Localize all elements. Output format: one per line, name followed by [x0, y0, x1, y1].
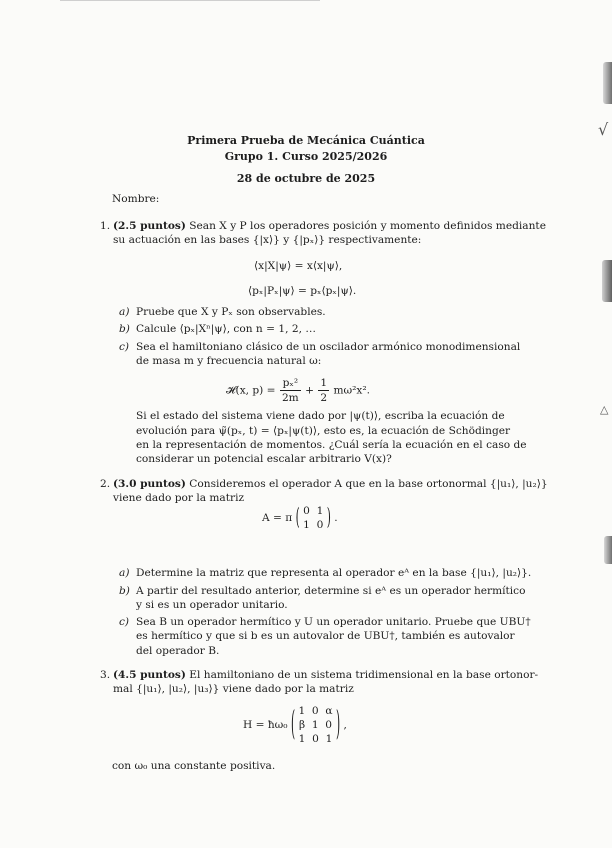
q1-c-label: c) — [119, 341, 130, 353]
q3-matrix — [243, 704, 347, 746]
scan-edge-mark-2 — [602, 260, 612, 302]
q1-intro-line1: Sean X y P los operadores posición y momento definidos mediante — [189, 220, 546, 232]
hamiltonian-plus: + — [305, 384, 314, 397]
q2-b-line2: y si es un operador unitario. — [136, 599, 288, 611]
q2-b-line1: A partir del resultado anterior, determine si eᴬ es un operador hermítico — [136, 585, 526, 597]
name-label: Nombre: — [112, 193, 160, 205]
q1-b-text: Calcule ⟨pₓ|Xⁿ|ψ⟩, con n = 1, 2, … — [136, 323, 316, 335]
hamiltonian-lhs: 𝓗(x, p) = — [226, 384, 276, 397]
q1-intro — [113, 219, 546, 234]
q3-intro-line1: El hamiltoniano de un sistema tridimensional en la base ortonor- — [189, 669, 539, 681]
q1-c-line4: evolución para ψ̃(pₓ, t) = ⟨pₓ|ψ(t)⟩, esto es, la ecuación de Schödinger — [136, 425, 511, 437]
q2-matrix-right-paren: ) — [326, 504, 331, 532]
q1-hamiltonian — [226, 376, 370, 405]
q1-eq2: ⟨pₓ|Pₓ|ψ⟩ = pₓ⟨pₓ|ψ⟩. — [248, 285, 357, 297]
scan-edge-mark-3 — [604, 536, 612, 564]
q2-points: (3.0 puntos) — [113, 478, 186, 490]
q1-c-line2: de masa m y frecuencia natural ω: — [136, 355, 322, 367]
q1-a-text: Pruebe que X y Pₓ son observables. — [136, 306, 326, 318]
q2-number: 2. — [100, 478, 111, 490]
q2-matrix-tail: . — [334, 512, 338, 524]
q3-points: (4.5 puntos) — [113, 669, 186, 681]
q2-a-label: a) — [119, 567, 130, 579]
scan-top-edge — [60, 0, 320, 1]
q3-matrix-row2: β 1 0 — [298, 719, 333, 731]
q2-intro-line2: viene dado por la matriz — [113, 492, 245, 504]
hamiltonian-fraction-2: $\frac{1}{2}$ — [320, 377, 328, 404]
hamiltonian-fraction-1: $\frac{\text{pₓ²}}{2m}$ — [281, 377, 299, 404]
exam-date: 28 de octubre de 2025 — [236, 172, 376, 185]
q3-intro — [113, 668, 538, 683]
triangle-mark-icon: △ — [600, 403, 609, 416]
q2-b-label: b) — [119, 585, 130, 597]
q2-matrix-row2: 1 0 — [303, 519, 324, 531]
q2-c-line2: es hermítico y que si b es un autovalor de UBU†, también es autovalor — [136, 630, 515, 642]
q3-number: 3. — [100, 669, 111, 681]
q2-matrix-left-paren: ( — [295, 504, 300, 532]
q3-matrix-row1: 1 0 α — [298, 705, 333, 717]
hamiltonian-tail: mω²x². — [333, 384, 371, 397]
exam-title: Primera Prueba de Mecánica Cuántica — [187, 134, 425, 147]
q3-matrix-tail: , — [343, 719, 347, 731]
q2-intro — [113, 477, 548, 492]
q1-points: (2.5 puntos) — [113, 220, 186, 232]
q2-matrix-body — [303, 504, 323, 532]
q2-c-line3: del operador B. — [136, 645, 220, 657]
q2-a-text: Determine la matriz que representa al operador eᴬ en la base {|u₁⟩, |u₂⟩}. — [136, 567, 532, 579]
q1-eq1: ⟨x|X|ψ⟩ = x⟨x|ψ⟩, — [254, 260, 343, 272]
q3-matrix-right-paren: ) — [335, 705, 341, 745]
exam-subtitle: Grupo 1. Curso 2025/2026 — [224, 150, 388, 163]
q1-a-label: a) — [119, 306, 130, 318]
q1-number: 1. — [100, 220, 111, 232]
q1-c-line6: considerar un potencial escalar arbitrario V(x)? — [136, 453, 392, 465]
q3-matrix-row3: 1 0 1 — [298, 733, 333, 745]
q2-c-label: c) — [119, 616, 130, 628]
q2-matrix-row1: 0 1 — [303, 505, 324, 517]
q3-matrix-body — [298, 704, 332, 746]
q2-matrix — [262, 504, 338, 532]
scan-edge-mark-1 — [603, 62, 612, 104]
q2-c-line1: Sea B un operador hermítico y U un operador unitario. Pruebe que UBU† — [136, 616, 531, 628]
q2-intro-line1: Consideremos el operador A que en la base ortonormal {|u₁⟩, |u₂⟩} — [189, 478, 548, 490]
q3-closing: con ω₀ una constante positiva. — [112, 760, 276, 772]
q1-intro-line2: su actuación en las bases {|x⟩} y {|pₓ⟩} respectivamente: — [113, 234, 422, 246]
q1-c-line3: Si el estado del sistema viene dado por |ψ(t)⟩, escriba la ecuación de — [136, 410, 505, 422]
q1-c-line1: Sea el hamiltoniano clásico de un oscilador armónico monodimensional — [136, 341, 521, 353]
q3-matrix-lhs: H = ħω₀ — [243, 719, 288, 731]
check-mark-icon: √ — [598, 120, 609, 139]
q1-b-label: b) — [119, 323, 130, 335]
q3-matrix-left-paren: ( — [290, 705, 296, 745]
q1-c-line5: en la representación de momentos. ¿Cuál sería la ecuación en el caso de — [136, 439, 527, 451]
q3-intro-line2: mal {|u₁⟩, |u₂⟩, |u₃⟩} viene dado por la matriz — [113, 683, 354, 695]
q2-matrix-lhs: A = π — [262, 512, 293, 524]
